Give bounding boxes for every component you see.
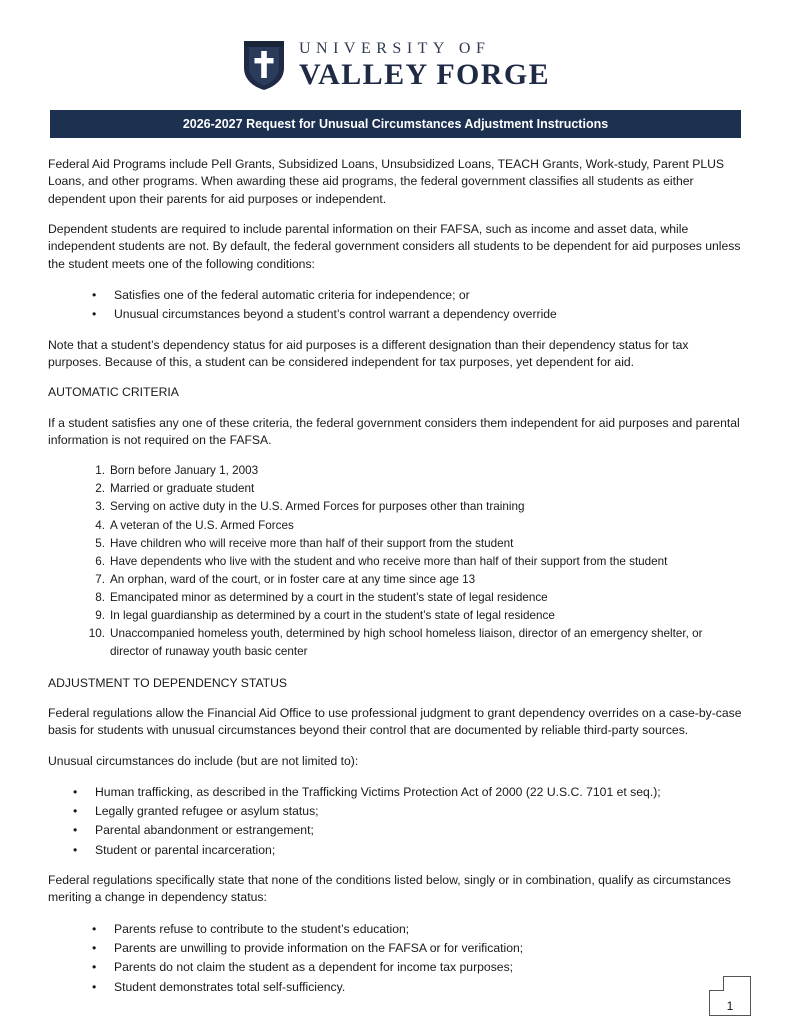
- list-item: A veteran of the U.S. Armed Forces: [110, 518, 294, 532]
- paragraph-federal-aid-programs: Federal Aid Programs include Pell Grants, Subsidized Loans, Unsubsidized Loans, TEACH Grants, Work-study, Parent PLUS Loans, and other programs. When awarding these aid programs, the federal government classifies all students as either dependent upon their parents for aid purposes or independent.: [48, 157, 725, 206]
- list-item: • Legally granted refugee or asylum status;: [95, 802, 743, 820]
- list-item: • Parents are unwilling to provide information on the FAFSA or for verification;: [114, 939, 743, 957]
- list-item: • Parents do not claim the student as a dependent for income tax purposes;: [114, 958, 743, 976]
- list-item: Born before January 1, 2003: [110, 464, 259, 478]
- list-item: • Parental abandonment or estrangement;: [95, 821, 743, 839]
- paragraph-criteria-intro: If a student satisfies any one of these criteria, the federal government considers them independent for aid purposes and parental information is not required on the FAFSA.: [48, 415, 740, 447]
- heading-automatic-criteria: AUTOMATIC CRITERIA: [48, 385, 179, 400]
- list-item: • Student demonstrates total self-sufficiency.: [114, 978, 743, 996]
- page-number: 1: [709, 976, 751, 1016]
- logo-line-valley-forge: VALLEY FORGE: [298, 57, 550, 91]
- list-item: • Parents refuse to contribute to the student’s education;: [114, 920, 743, 938]
- document-title-bar: 2026-2027 Request for Unusual Circumstances Adjustment Instructions: [50, 110, 741, 138]
- list-item: Serving on active duty in the U.S. Armed Forces for purposes other than training: [110, 500, 525, 514]
- list-item: Emancipated minor as determined by a court in the student’s state of legal residence: [110, 591, 548, 605]
- automatic-criteria-list: [48, 462, 743, 661]
- list-item: Have children who will receive more than half of their support from the student: [110, 536, 514, 550]
- university-logo: [48, 38, 743, 92]
- list-item: Have dependents who live with the student and who receive more than half of their support from the student: [110, 554, 668, 568]
- list-item: In legal guardianship as determined by a court in the student’s state of legal residence: [110, 609, 555, 623]
- list-item: Unaccompanied homeless youth, determined by high school homeless liaison, director of an emergency shelter, or director of runaway youth basic center: [110, 627, 703, 659]
- logo-line-university-of: UNIVERSITY OF: [298, 39, 491, 57]
- list-item: An orphan, ward of the court, or in foster care at any time since age 13: [110, 572, 476, 586]
- heading-adjustment-to-dependency-status: ADJUSTMENT TO DEPENDENCY STATUS: [48, 675, 288, 690]
- logo-wordmark: [299, 41, 550, 90]
- conditions-list: [48, 286, 743, 324]
- list-item: • Human trafficking, as described in the Trafficking Victims Protection Act of 2000 (22 U.S.C. 7101 et seq.);: [95, 783, 743, 801]
- list-item: • Satisfies one of the federal automatic criteria for independence; or: [114, 286, 743, 304]
- paragraph-unusual-circumstances-intro: Unusual circumstances do include (but are not limited to):: [48, 753, 359, 768]
- paragraph-excluded-conditions-intro: Federal regulations specifically state that none of the conditions listed below, singly or in combination, qualify as circumstances meriting a change in dependency status:: [48, 873, 731, 905]
- paragraph-dependent-students: Dependent students are required to include parental information on their FAFSA, such as income and asset data, while independent students are not. By default, the federal government considers all students to be dependent for aid purposes unless the student meets one of the following conditions:: [48, 221, 741, 271]
- list-item: • Student or parental incarceration;: [95, 841, 743, 859]
- shield-cross-icon: [241, 38, 287, 92]
- excluded-conditions-list: [48, 920, 743, 996]
- paragraph-professional-judgment: Federal regulations allow the Financial Aid Office to use professional judgment to grant dependency overrides on a case-by-case basis for students with unusual circumstances beyond their control that are documented by reliable third-party sources.: [48, 705, 742, 738]
- unusual-circumstances-list: [48, 783, 743, 859]
- list-item: Married or graduate student: [110, 482, 255, 496]
- list-item: • Unusual circumstances beyond a student’s control warrant a dependency override: [114, 305, 743, 323]
- paragraph-dependency-status-note: Note that a student’s dependency status for aid purposes is a different designation than their dependency status for tax purposes. Because of this, a student can be considered independent for tax purposes, yet dependent for aid.: [48, 337, 689, 369]
